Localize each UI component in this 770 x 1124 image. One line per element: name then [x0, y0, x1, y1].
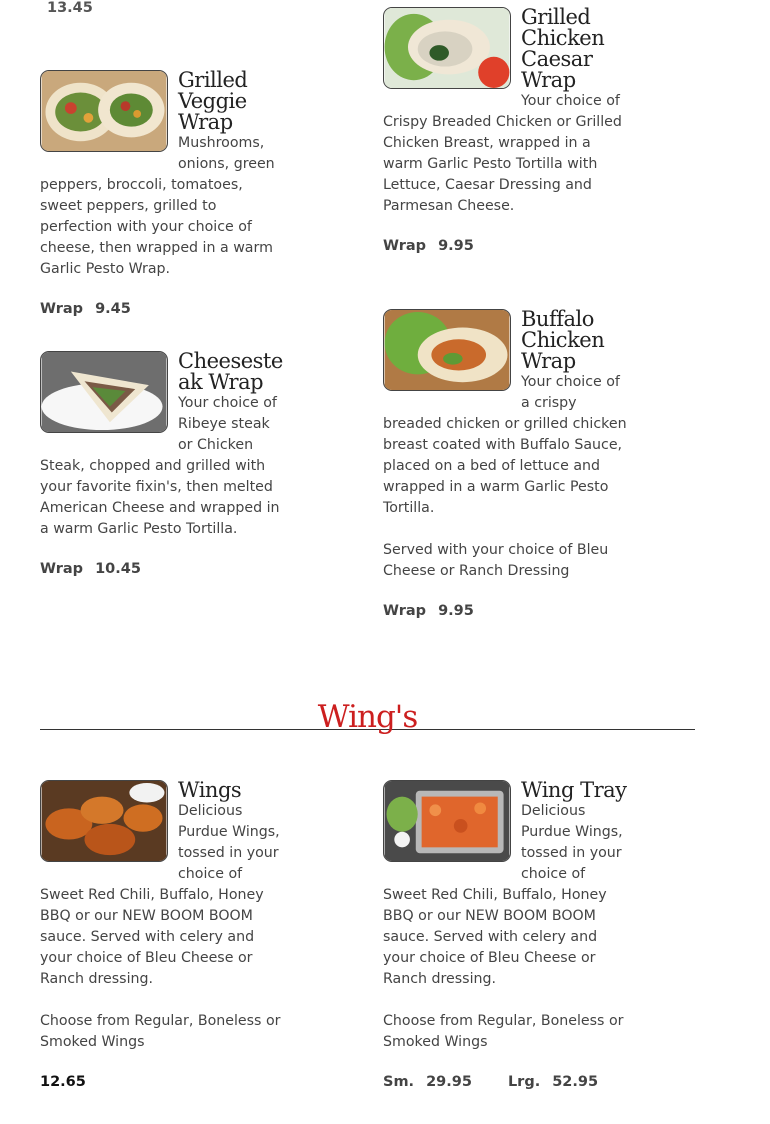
- item-extra-note: Choose from Regular, Boneless or Smoked Wings: [383, 1013, 624, 1050]
- item-description: Your choice of a crispy breaded chicken or grilled chicken breast coated with Buffalo Sauce, placed on a bed of lettuce and wrapped in a warm Garlic Pesto Tortilla.: [383, 374, 627, 516]
- price-value: 9.95: [438, 603, 474, 619]
- price-small-label: Sm.: [383, 1074, 415, 1090]
- price-value: 9.45: [95, 301, 131, 317]
- previous-item-price: 13.45: [47, 0, 93, 16]
- item-description: Mushrooms, onions, green peppers, broccoli, tomatoes, sweet peppers, grilled to perfection with your choice of cheese, then wrapped in a warm Garlic Pesto Wrap.: [40, 135, 275, 277]
- item-price: [383, 603, 631, 619]
- buffalo-wrap-photo: [383, 309, 511, 391]
- price-value: 12.65: [40, 1074, 86, 1090]
- item-price: [383, 238, 631, 254]
- price-large-label: Lrg.: [507, 1074, 541, 1090]
- section-title-text: Wing's: [317, 699, 418, 735]
- price-small-value: 29.95: [426, 1074, 472, 1090]
- item-description: Your choice of Crispy Breaded Chicken or Grilled Chicken Breast, wrapped in a warm Garlic Pesto Tortilla with Lettuce, Caesar Dressing and Parmesan Cheese.: [383, 93, 622, 214]
- price-label: Wrap: [40, 561, 84, 577]
- caesar-wrap-photo: [383, 7, 511, 89]
- item-price: [383, 1074, 631, 1090]
- menu-item-wing-tray: [383, 780, 631, 1090]
- item-title: Wings: [178, 778, 242, 802]
- item-extra-note: Served with your choice of Bleu Cheese or Ranch Dressing: [383, 542, 609, 579]
- cheesesteak-wrap-photo: [40, 351, 168, 433]
- section-title: [0, 699, 735, 735]
- menu-item-caesar-wrap: [383, 7, 631, 254]
- menu-item-cheesesteak-wrap: [40, 351, 288, 577]
- item-description: Delicious Purdue Wings, tossed in your choice of Sweet Red Chili, Buffalo, Honey BBQ or our NEW BOOM BOOM sauce. Served with celery and your choice of Bleu Cheese or Ranch dressing.: [40, 803, 280, 987]
- item-price: [40, 561, 288, 577]
- item-title: Grilled Chicken Caesar Wrap: [521, 5, 605, 92]
- wings-photo: [40, 780, 168, 862]
- item-title: Grilled Veggie Wrap: [178, 68, 248, 134]
- price-label: Wrap: [40, 301, 84, 317]
- price-value: 10.45: [95, 561, 141, 577]
- price-value: 9.95: [438, 238, 474, 254]
- item-description: Your choice of Ribeye steak or Chicken Steak, chopped and grilled with your favorite fixin's, then melted American Cheese and wrapped in a warm Garlic Pesto Tortilla.: [40, 395, 280, 537]
- item-price: [40, 301, 288, 317]
- item-extra-note: Choose from Regular, Boneless or Smoked Wings: [40, 1013, 281, 1050]
- item-title: Buffalo Chicken Wrap: [521, 307, 605, 373]
- menu-item-veggie-wrap: [40, 70, 288, 317]
- menu-item-wings: [40, 780, 288, 1090]
- item-title: Cheesesteak Wrap: [178, 349, 283, 394]
- veggie-wrap-photo: [40, 70, 168, 152]
- wing-tray-photo: [383, 780, 511, 862]
- item-description: Delicious Purdue Wings, tossed in your choice of Sweet Red Chili, Buffalo, Honey BBQ or our NEW BOOM BOOM sauce. Served with celery and your choice of Bleu Cheese or Ranch dressing.: [383, 803, 623, 987]
- price-large-value: 52.95: [552, 1074, 599, 1090]
- menu-item-buffalo-wrap: [383, 309, 631, 619]
- item-price: [40, 1074, 288, 1090]
- price-label: Wrap: [383, 238, 427, 254]
- item-title: Wing Tray: [521, 778, 627, 802]
- price-label: Wrap: [383, 603, 427, 619]
